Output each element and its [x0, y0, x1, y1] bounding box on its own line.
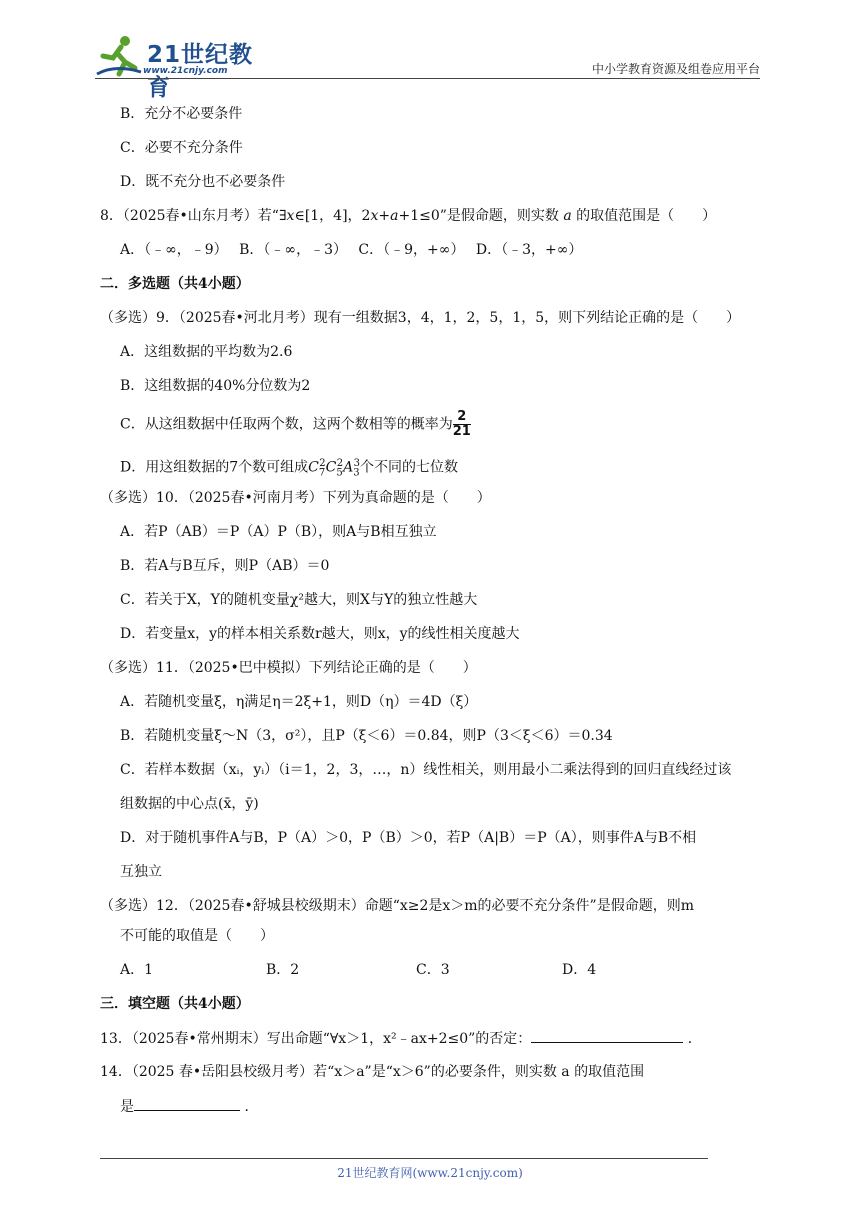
question-8: 8．（2025春•山东月考）若“∃x∈[1，4]，2x+a+1≤0”是假命题，则实数 a 的取值范围是（ ） [100, 208, 717, 224]
question-14-cont [120, 1096, 258, 1117]
question-text: 是 [120, 1099, 134, 1115]
fraction-numerator: 2 [453, 410, 471, 425]
option-line: D．既不充分也不必要条件 [120, 174, 286, 190]
option-line: C．若样本数据（xᵢ，yᵢ）（i＝1，2，3，…，n）线性相关，则用最小二乘法得到的回归直线经过该 [120, 762, 732, 778]
option-line: 组数据的中心点(x̄，ȳ) [120, 796, 259, 812]
header-divider [95, 78, 760, 79]
option-line: B．若A与B互斥，则P（AB）＝0 [120, 558, 330, 574]
question-9: （多选）9．（2025春•河北月考）现有一组数据3，4，1，2，5，1，5，则下列结论正确的是（ ） [100, 310, 741, 326]
option-line: B．若随机变量ξ～N（3，σ²），且P（ξ＜6）＝0.84，则P（3＜ξ＜6）＝0.34 [120, 728, 613, 744]
question-text: ． [687, 1031, 702, 1047]
answer-blank[interactable] [134, 1096, 240, 1111]
option-line: D．用这组数据的7个数可组成$C_7^2C_5^2A_3^3$个不同的七位数 [120, 458, 458, 479]
option-line: D．若变量x，y的样本相关系数r越大，则x，y的线性相关度越大 [120, 626, 520, 642]
site-logo [95, 34, 255, 101]
question-10: （多选）10．（2025春•河南月考）下列为真命题的是（ ） [100, 490, 491, 506]
option-text: C．从这组数据中任取两个数，这两个数相等的概率为 [120, 416, 453, 433]
logo-text: 21世纪教育 [147, 42, 254, 101]
q8-part: 的取值范围是（ ） [576, 208, 717, 224]
option-line: C．必要不充分条件 [120, 140, 243, 156]
question-12-cont: 不可能的取值是（ ） [120, 928, 274, 944]
runner-icon [95, 34, 145, 78]
q8-part: ∈[1，4]，2 [294, 208, 371, 224]
footer-text: 21世纪教育网(www.21cnjy.com) [337, 1166, 523, 1180]
page-header [95, 30, 760, 101]
header-platform-name: 中小学教育资源及组卷应用平台 [591, 62, 760, 76]
option-line: B．充分不必要条件 [120, 106, 243, 122]
option-line [120, 410, 471, 439]
fraction [453, 410, 471, 439]
option-line: B．这组数据的40%分位数为2 [120, 378, 311, 394]
section-heading: 二．多选题（共4小题） [100, 276, 250, 292]
option-C: C．3 [416, 962, 450, 978]
question-text: ． [244, 1099, 259, 1115]
option-text: D．用这组数据的7个数可组成 [120, 459, 309, 476]
question-12: （多选）12．（2025春•舒城县校级期末）命题“x≥2是x＞m的必要不充分条件”是假命题，则m [100, 898, 694, 914]
option-line: A．这组数据的平均数为2.6 [120, 344, 293, 360]
answer-blank[interactable] [531, 1028, 683, 1043]
question-13 [100, 1028, 702, 1049]
section-heading: 三．填空题（共4小题） [100, 996, 250, 1012]
q8-options: A．（﹣∞，﹣9） B．（﹣∞，﹣3） C．（﹣9，+∞） D．（﹣3，+∞） [120, 242, 583, 258]
question-text: 13．（2025春•常州期末）写出命题“∀x＞1，x²﹣ax+2≤0”的否定： [100, 1031, 532, 1047]
fraction-denominator: 21 [452, 424, 471, 439]
question-14: 14．（2025 春•岳阳县校级月考）若“x＞a”是“x＞6”的必要条件，则实数 a 的取值范围 [100, 1064, 645, 1080]
option-line: A．若随机变量ξ，η满足η＝2ξ+1，则D（η）＝4D（ξ） [120, 694, 478, 710]
q8-part: 8．（2025春•山东月考）若“∃ [100, 208, 287, 224]
option-D: D．4 [562, 962, 597, 978]
option-line: C．若关于X，Y的随机变量χ²越大，则X与Y的独立性越大 [120, 592, 478, 608]
footer-divider [100, 1158, 708, 1159]
option-line: D．对于随机事件A与B，P（A）＞0，P（B）＞0，若P（A|B）＝P（A），则事件A与B不相 [120, 830, 697, 846]
question-11: （多选）11．（2025•巴中模拟）下列结论正确的是（ ） [100, 660, 477, 676]
q8-part: +1≤0”是假命题，则实数 [398, 208, 559, 224]
option-text: 个不同的七位数 [359, 459, 458, 476]
logo-url: www.21cnjy.com [143, 66, 228, 76]
option-line: 互独立 [120, 864, 162, 880]
option-A: A．1 [120, 962, 154, 978]
option-line: A．若P（AB）＝P（A）P（B），则A与B相互独立 [120, 524, 437, 540]
option-B: B．2 [266, 962, 300, 978]
